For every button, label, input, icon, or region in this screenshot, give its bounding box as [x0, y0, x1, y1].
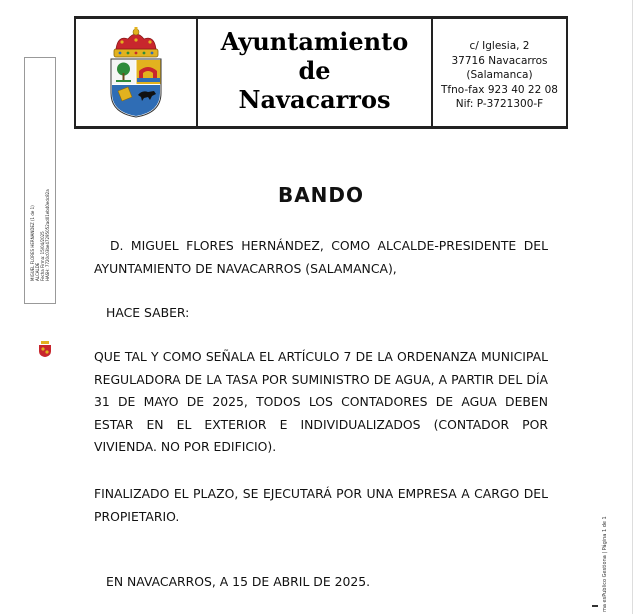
nif-line: Nif: P-3721300-F — [455, 98, 544, 110]
address-line: 37716 Navacarros — [451, 54, 548, 67]
municipality-title — [198, 19, 433, 126]
hace-saber-paragraph: HACE SABER: — [106, 305, 190, 320]
intro-paragraph: D. MIGUEL FLORES HERNÁNDEZ, COMO ALCALDE-PRESIDENTE DEL AYUNTAMIENTO DE NAVACARROS (SALAMANCA), — [94, 238, 548, 276]
final-paragraph: FINALIZADO EL PLAZO, SE EJECUTARÁ POR UNA EMPRESA A CARGO DEL PROPIETARIO. — [94, 486, 548, 524]
margin-mark — [592, 605, 598, 607]
stamp-line: MIGUEL FLORES HERNANDEZ (1 de 1) — [30, 205, 35, 281]
page-edge-line — [632, 0, 633, 614]
date-line: EN NAVACARROS, A 15 DE ABRIL DE 2025. — [106, 574, 371, 589]
main-paragraph: QUE TAL Y COMO SEÑALA EL ARTÍCULO 7 DE LA ORDENANZA MUNICIPAL REGULADORA DE LA TASA POR SUMINISTRO DE AGUA, A PARTIR DEL DÍA 31 DE MAYO DE 2025, TODOS LOS CONTADORES DE AGUA DEBEN ESTAR EN EL EXTERIOR E INDIVIDUALIZADOS (CONTADOR POR VIVIENDA. NO POR EDIFICIO). — [94, 349, 548, 454]
margin-footer-text: ma esPublico Gestiona | Página 1 de 1 — [602, 516, 608, 612]
signature-stamp-text — [30, 81, 52, 281]
title-line: de — [298, 56, 331, 85]
title-line: Navacarros — [238, 85, 391, 114]
letterhead — [74, 16, 568, 129]
coat-of-arms-icon — [106, 27, 166, 119]
address-line: (Salamanca) — [466, 69, 533, 81]
coat-of-arms-cell — [76, 19, 198, 126]
stamp-line: ALCALDE — [35, 262, 40, 281]
signature-stamp — [24, 57, 56, 304]
address-block — [433, 19, 566, 126]
stamp-logo-icon — [37, 340, 53, 358]
document-heading: BANDO — [277, 183, 365, 207]
stamp-line: HASH: 7720c03be47295052ad01eb40edc82a — [45, 189, 50, 281]
address-line: c/ Iglesia, 2 — [469, 40, 530, 52]
title-line: Ayuntamiento — [220, 27, 409, 56]
stamp-line: Fecha Firma: 15/04/2025 — [40, 231, 45, 281]
margin-footer — [598, 498, 612, 614]
phone-line: Tfno-fax 923 40 22 08 — [441, 83, 558, 96]
